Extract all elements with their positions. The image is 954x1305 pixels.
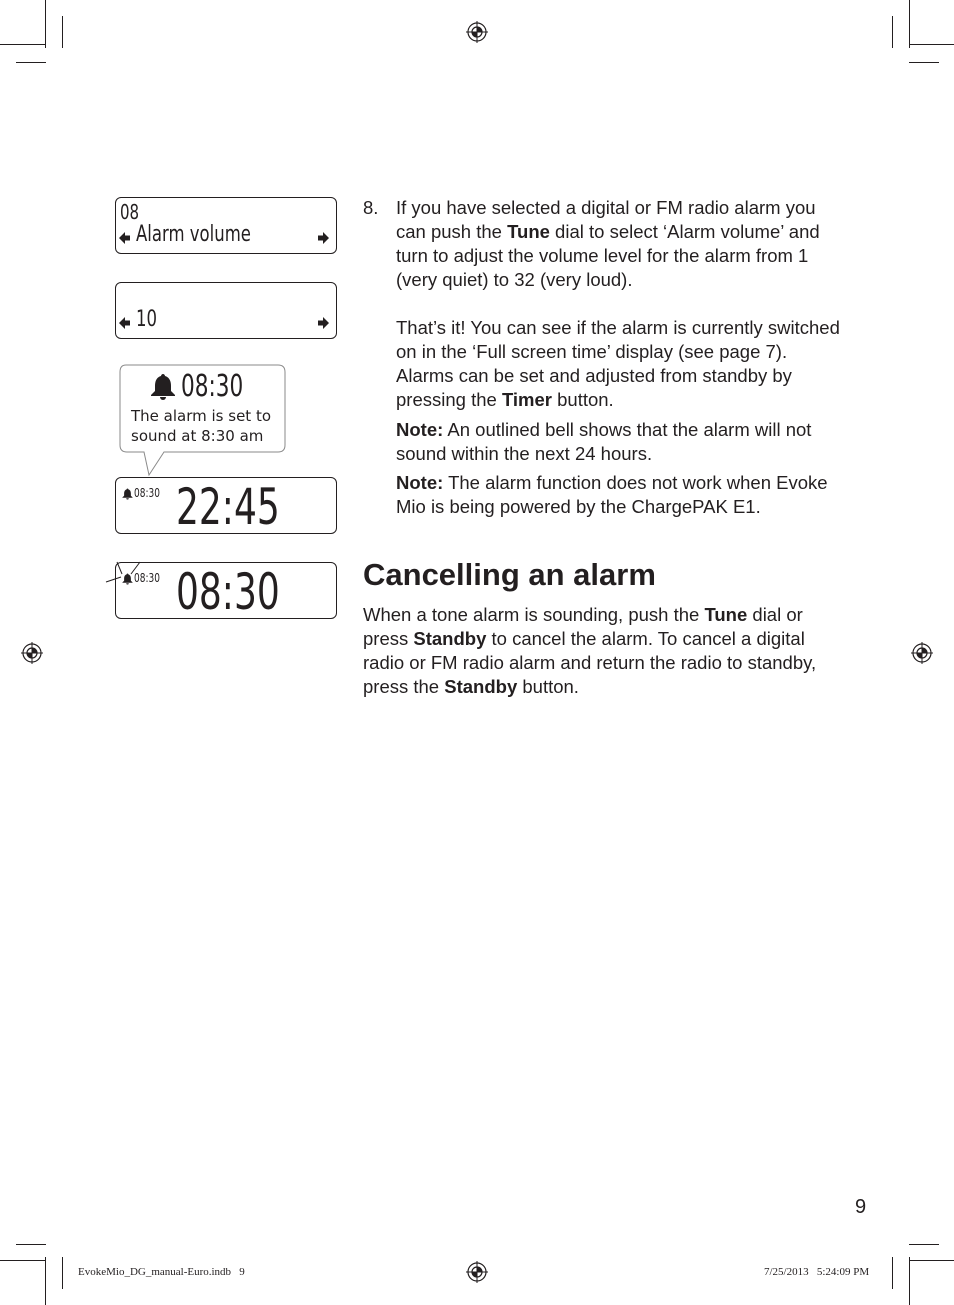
callout-alarm-time: 08:30 bbox=[181, 369, 244, 404]
right-arrow-icon bbox=[318, 232, 329, 244]
step-8-content bbox=[396, 196, 842, 519]
note-chargepak: Note: The alarm function does not work when Evoke Mio is being powered by the ChargePAK E1. bbox=[396, 472, 828, 517]
lcd-alarm-indicator: 08:30 bbox=[134, 571, 160, 585]
confirmation-paragraph: That’s it! You can see if the alarm is currently switched on in the ‘Full screen time’ display (see page 7). Alarms can be set and adjusted from standby by pressing the Timer button. bbox=[396, 317, 840, 410]
lcd-line-number: 08 bbox=[120, 200, 140, 224]
callout-text-line2: sound at 8:30 am bbox=[131, 427, 264, 445]
step-number: 8. bbox=[363, 197, 379, 218]
ringing-lines-icon bbox=[103, 558, 149, 586]
right-arrow-icon bbox=[318, 317, 329, 329]
lcd-current-time: 22:45 bbox=[176, 478, 280, 536]
bell-icon bbox=[122, 488, 133, 500]
cancel-alarm-paragraph: When a tone alarm is sounding, push the Tune dial or press Standby to cancel the alarm. To cancel a digital radio or FM radio alarm and return the radio to standby, press the Standby button. bbox=[363, 604, 817, 697]
lcd-clock-display bbox=[115, 477, 337, 534]
lcd-alarm-indicator: 08:30 bbox=[134, 486, 160, 500]
lcd-menu-label: Alarm volume bbox=[136, 222, 251, 247]
lcd-current-time: 08:30 bbox=[176, 563, 280, 621]
note-outlined-bell: Note: An outlined bell shows that the alarm will not sound within the next 24 hours. bbox=[396, 419, 812, 464]
registration-mark-icon bbox=[466, 21, 488, 43]
left-arrow-icon bbox=[119, 317, 130, 329]
callout-text-line1: The alarm is set to bbox=[131, 407, 272, 425]
bell-icon bbox=[150, 373, 176, 401]
left-arrow-icon bbox=[119, 232, 130, 244]
footer-filename: EvokeMio_DG_manual-Euro.indb 9 bbox=[78, 1266, 245, 1278]
lcd-alarm-volume bbox=[115, 197, 337, 254]
step-8-paragraph: If you have selected a digital or FM radio alarm you can push the Tune dial to select ‘Alarm volume’ and turn to adjust the volume level for the alarm from 1 (very quiet) to 32 (very loud). bbox=[396, 197, 820, 290]
footer-timestamp: 7/25/2013 5:24:09 PM bbox=[764, 1266, 870, 1278]
lcd-volume-level: 10 bbox=[136, 307, 157, 332]
lcd-volume-value bbox=[115, 282, 337, 339]
registration-mark-icon bbox=[21, 642, 43, 664]
registration-mark-icon bbox=[911, 642, 933, 664]
section-heading: Cancelling an alarm bbox=[363, 557, 656, 592]
page-number: 9 bbox=[855, 1196, 867, 1218]
registration-mark-icon bbox=[466, 1261, 488, 1283]
